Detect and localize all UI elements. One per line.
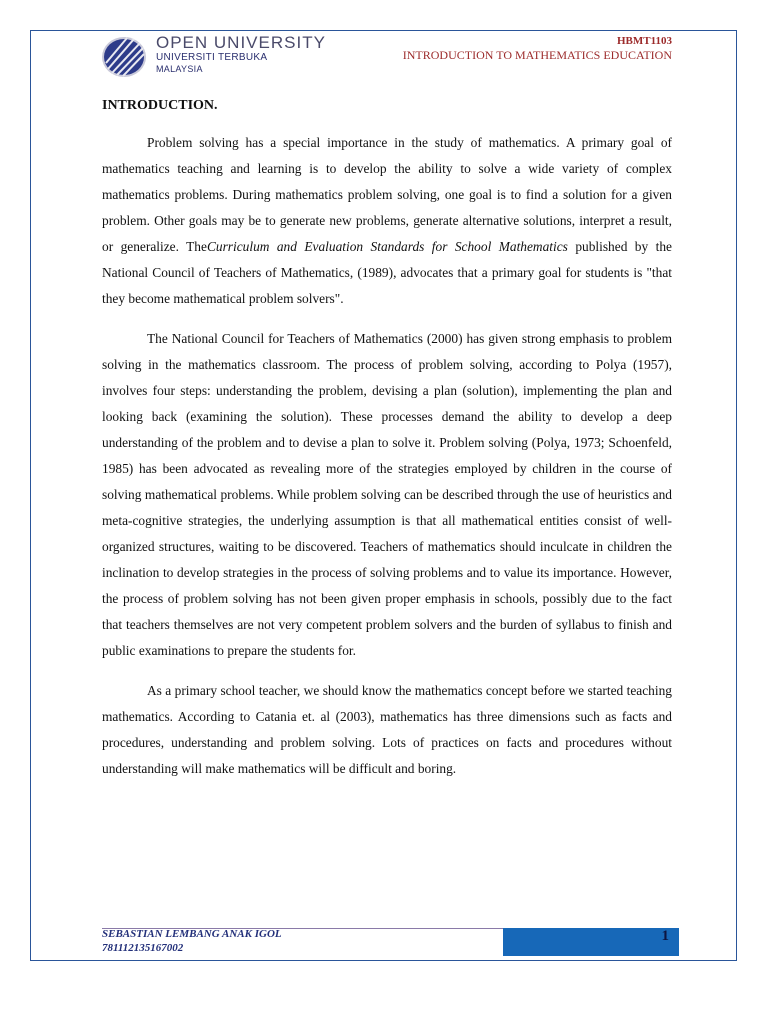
section-heading: INTRODUCTION. [102,98,218,113]
course-code: HBMT1103 [616,35,672,47]
page-number: 1 [661,928,669,944]
page-number-box [503,928,679,956]
publication-title: Curriculum and Evaluation Standards for School Mathematics [206,239,568,254]
paragraph-2: The National Council for Teachers of Mathematics (2000) has given strong emphasis to problem solving in the mathematics classroom. The process of problem solving, according to Polya (1957), involves four steps: understanding the problem, devising a plan (solution), implementing the plan and looking back (examining the solution). These processes demand the ability to develop a deep understanding of the problem and to devise a plan to solve it. Problem solving (Polya, 1973; Schoenfeld, 1985) has been advocated as revealing more of the strategies employed by children in the course of solving mathematical problems. While problem solving can be described through the use of heuristics and meta-cognitive strategies, the underlying assumption is that all mathematical entities consist of well-organized structures, waiting to be discovered. Teachers of mathematics should inculcate in children the inclination to develop strategies in the process of solving problems and to value its importance. However, the process of problem solving has not been given proper emphasis in schools, possibly due to the fact that teachers themselves are not very competent problem solvers and the burden of syllabus to finish and public examinations to prepare the students for. [102,331,672,658]
logo-subtitle: UNIVERSITI TERBUKA [156,52,268,63]
logo-country: MALAYSIA [156,64,203,74]
paragraph-1 [102,130,672,312]
logo-title: OPEN UNIVERSITY [156,33,326,52]
paragraph-3: As a primary school teacher, we should know the mathematics concept before we started teaching mathematics. According to Catania et. al (2003), mathematics has three dimensions such as facts and procedures, understanding and problem solving. Lots of practices on facts and procedures without understanding will make mathematics will be difficult and boring. [102,683,672,776]
student-id: 781112135167002 [102,942,184,954]
document-body [102,98,672,796]
paragraph-1-text: Problem solving has a special importance in the study of mathematics. A primary goal of mathematics teaching and learning is to develop the ability to solve a wide variety of complex mathematics problems. During mathematics problem solving, one goal is to find a solution for a given problem. Other goals may be to generate new problems, generate alternative solutions, interpret a result, or generalize. The [102,135,672,254]
paragraph-1-text-end: published by the National Council of Teachers of Mathematics, (1989), advocates that a primary goal for students is "that they become mathematical problem solvers". [102,239,672,306]
author-name: SEBASTIAN LEMBANG ANAK IGOL [102,928,282,940]
university-logo [100,33,330,81]
logo-globe-icon [100,33,152,79]
course-title: INTRODUCTION TO MATHEMATICS EDUCATION [402,48,672,62]
